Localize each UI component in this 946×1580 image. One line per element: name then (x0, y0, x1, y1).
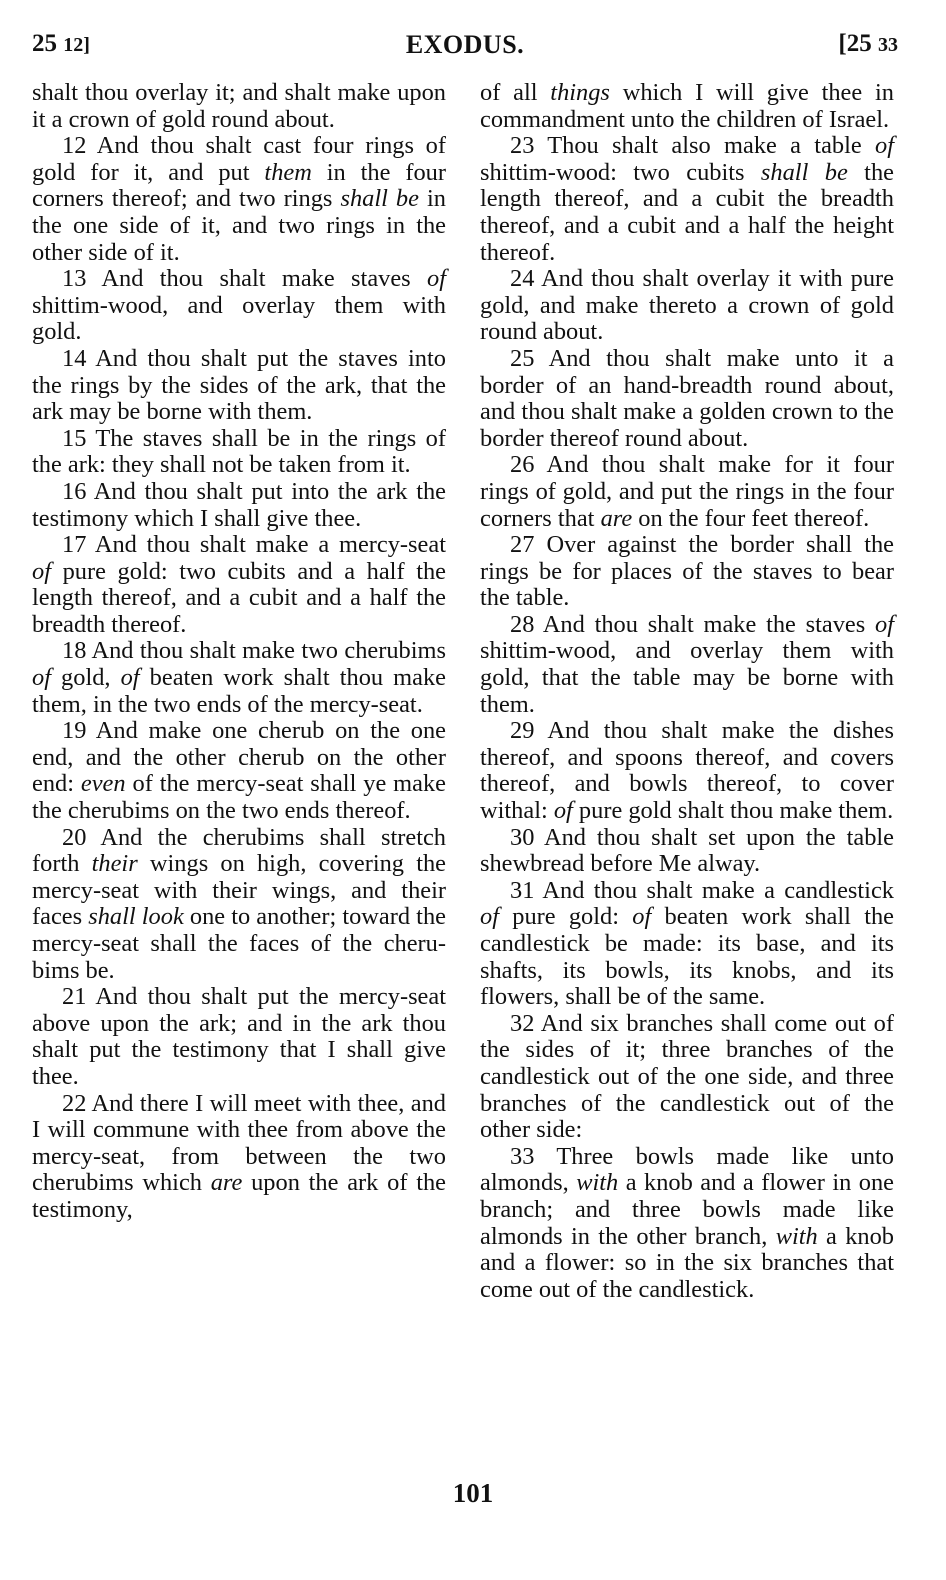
verse-text: shalt thou overlay it; and shalt make upon it a crown of gold round about. (32, 79, 446, 133)
verse-text: pure gold: two cubits and a half the length thereof, and a cubit and a half the breadth thereof. (32, 557, 446, 638)
verse-text: And thou shalt cast four rings of gold for it, and put (32, 132, 446, 186)
verse-number: 23 (510, 132, 535, 160)
verse-text: And thou shalt make two cherubims (91, 637, 446, 665)
verse-text: And thou shalt overlay it with pure gold, and make thereto a crown of gold round about. (480, 265, 894, 346)
verse-text: one to another; toward the mercy-seat shall the faces of the cherubims be. (32, 903, 446, 984)
verse-12 (32, 133, 446, 266)
right-text-column (480, 80, 894, 1303)
verse-text: pure gold: (498, 903, 633, 931)
header-left-verse: 12] (63, 34, 90, 56)
italic-supplied-word: of (120, 664, 140, 692)
header-left-chapter: 25 (32, 30, 57, 57)
verse-number: 16 (62, 477, 87, 505)
verse-text: Over against the border shall the rings be for places of the staves to bear the table. (480, 531, 894, 612)
verse-text: And make one cherub on the one end, and the other cherub on the other end: (32, 717, 446, 798)
verse-text: And thou shalt put the staves into the rings by the sides of the ark, that the ark may be borne with them. (32, 344, 446, 426)
verse-text: shittim-wood: two cubits (480, 158, 761, 186)
verse-text: of the mercy-seat shall ye make the cherubims on the two ends thereof. (32, 770, 447, 825)
verse-22 (32, 1091, 446, 1224)
verse-20 (32, 825, 446, 985)
verse-16 (32, 479, 446, 532)
verse-number: 19 (62, 717, 87, 745)
page-number: 101 (452, 1478, 494, 1508)
verse-number: 33 (510, 1142, 535, 1170)
verse-32 (480, 1011, 894, 1144)
italic-supplied-word: of (32, 664, 51, 692)
italic-supplied-word: of (32, 557, 51, 585)
verse-text: And thou shalt make the staves (542, 610, 876, 638)
header-right-reference (838, 30, 898, 58)
verse-21 (32, 984, 446, 1090)
verse-text: beaten work shall the candlestick be made: its base, and its shafts, its bowls, its knobs, and its flowers, shall be of the same. (480, 903, 894, 1011)
verse-24 (480, 266, 894, 346)
verse-text: And thou shalt put into the ark the testimony which I shall give thee. (32, 477, 446, 532)
verse-text: And thou shalt make staves (101, 265, 428, 293)
verse-29 (480, 718, 894, 824)
verse-13 (32, 266, 446, 346)
verse-text: Three bowls made like unto almonds, (480, 1142, 894, 1197)
verse-17 (32, 532, 446, 638)
verse-23 (480, 133, 894, 266)
verse-number: 29 (510, 717, 535, 745)
verse-text: wings on high, covering the mercy-seat with their wings, and their faces (32, 850, 446, 931)
verse-continuation (480, 80, 894, 133)
verse-text: And thou shalt set upon the table shewbread before Me alway. (480, 823, 894, 878)
italic-supplied-word: shall be (760, 158, 848, 186)
italic-supplied-word: with (576, 1169, 619, 1197)
verse-text: the length thereof, and a cubit the breadth thereof, and a cubit and a half the height thereof. (480, 158, 894, 266)
header-right-verse: 33 (878, 34, 898, 56)
book-title: EXODUS. (405, 30, 525, 59)
verse-number: 18 (62, 637, 87, 665)
verse-18 (32, 638, 446, 718)
verse-number: 27 (510, 531, 535, 559)
italic-supplied-word: of (632, 903, 652, 931)
verse-number: 25 (510, 344, 535, 372)
verse-number: 24 (510, 265, 535, 293)
verse-text: And thou shalt make for it four rings of gold, and put the rings in the four corners that (480, 451, 894, 532)
verse-27 (480, 532, 894, 612)
verse-text: pure gold shalt thou make them. (572, 797, 894, 825)
verse-text: which I will give thee in commandment unto the children of Israel. (480, 79, 894, 133)
verse-number: 32 (510, 1009, 535, 1037)
verse-number: 22 (62, 1089, 87, 1117)
verse-30 (480, 825, 894, 878)
verse-19 (32, 718, 446, 824)
italic-supplied-word: are (210, 1169, 243, 1197)
italic-supplied-word: of (875, 132, 894, 160)
verse-number: 31 (510, 876, 535, 904)
italic-supplied-word: things (550, 79, 610, 106)
verse-text: And thou shalt make a mercy-seat (94, 531, 446, 559)
italic-supplied-word: shall be (340, 185, 419, 213)
italic-supplied-word: them (264, 158, 312, 186)
verse-text: a knob and a flower in one branch; and three bowls made like almonds in the other branch, (480, 1169, 894, 1250)
verse-number: 30 (510, 823, 535, 851)
verse-text: And thou shalt make the dishes thereof, and spoons thereof, and covers thereof, and bowls thereof, to cover withal: (480, 717, 894, 825)
verse-continuation (32, 80, 446, 133)
running-header (32, 30, 898, 70)
verse-text: upon the ark of the testimony, (32, 1169, 446, 1223)
verse-number: 15 (62, 424, 87, 452)
verse-number: 28 (510, 610, 535, 638)
verse-text: And thou shalt make unto it a border of an hand-breadth round about, and thou shalt make a golden crown to the border thereof round about. (480, 344, 894, 452)
italic-supplied-word: their (91, 850, 138, 878)
verse-text: of all (480, 79, 551, 106)
verse-text: And thou shalt make a candlestick (542, 876, 894, 904)
verse-number: 26 (510, 451, 535, 479)
verse-28 (480, 612, 894, 718)
italic-supplied-word: of (553, 797, 573, 825)
verse-text: in the four corners thereof; and two rings (32, 158, 446, 213)
verse-number: 17 (62, 531, 87, 559)
verse-number: 14 (62, 344, 87, 372)
verse-text: beaten work shalt thou make them, in the two ends of the mercy-seat. (32, 664, 446, 718)
italic-supplied-word: of (875, 610, 894, 638)
verse-number: 21 (62, 983, 87, 1011)
verse-text: a knob and a flower: so in the six branches that come out of the candlestick. (480, 1222, 894, 1303)
italic-supplied-word: with (775, 1222, 818, 1250)
verse-text: gold, (50, 664, 121, 692)
left-text-column (32, 80, 446, 1224)
verse-26 (480, 452, 894, 532)
italic-supplied-word: shall look (88, 903, 184, 931)
verse-number: 13 (62, 265, 87, 293)
verse-number: 20 (62, 823, 87, 851)
italic-supplied-word: of (427, 265, 446, 293)
header-right-chapter: [25 (838, 30, 872, 57)
verse-text: shittim-wood, and overlay them with gold. (32, 291, 446, 346)
italic-supplied-word: even (80, 770, 126, 798)
verse-15 (32, 426, 446, 479)
verse-text: on the four feet thereof. (632, 504, 870, 532)
verse-text: And six branches shall come out of the sides of it; three branches of the candlestick out of the one side, and three branches of the candlestick out of the other side: (480, 1009, 894, 1144)
verse-text: in the one side of it, and two rings in the other side of it. (32, 185, 446, 266)
verse-14 (32, 346, 446, 426)
verse-text: shittim-wood, and overlay them with gold, that the table may be borne with them. (480, 637, 894, 718)
italic-supplied-word: of (480, 903, 499, 931)
italic-supplied-word: are (600, 504, 633, 532)
verse-text: Thou shalt also make a table (547, 132, 875, 160)
verse-text: And the cherubims shall stretch forth (32, 823, 446, 878)
verse-31 (480, 878, 894, 1011)
verse-text: And thou shalt put the mercy-seat above upon the ark; and in the ark thou shalt put the testimony that I shall give thee. (32, 983, 446, 1090)
verse-25 (480, 346, 894, 452)
verse-text: The staves shall be in the rings of the ark: they shall not be taken from it. (32, 424, 446, 479)
verse-33 (480, 1144, 894, 1304)
verse-number: 12 (62, 132, 87, 160)
verse-text: And there I will meet with thee, and I will commune with thee from above the mercy-seat, from between the two cherubims which (32, 1089, 446, 1197)
